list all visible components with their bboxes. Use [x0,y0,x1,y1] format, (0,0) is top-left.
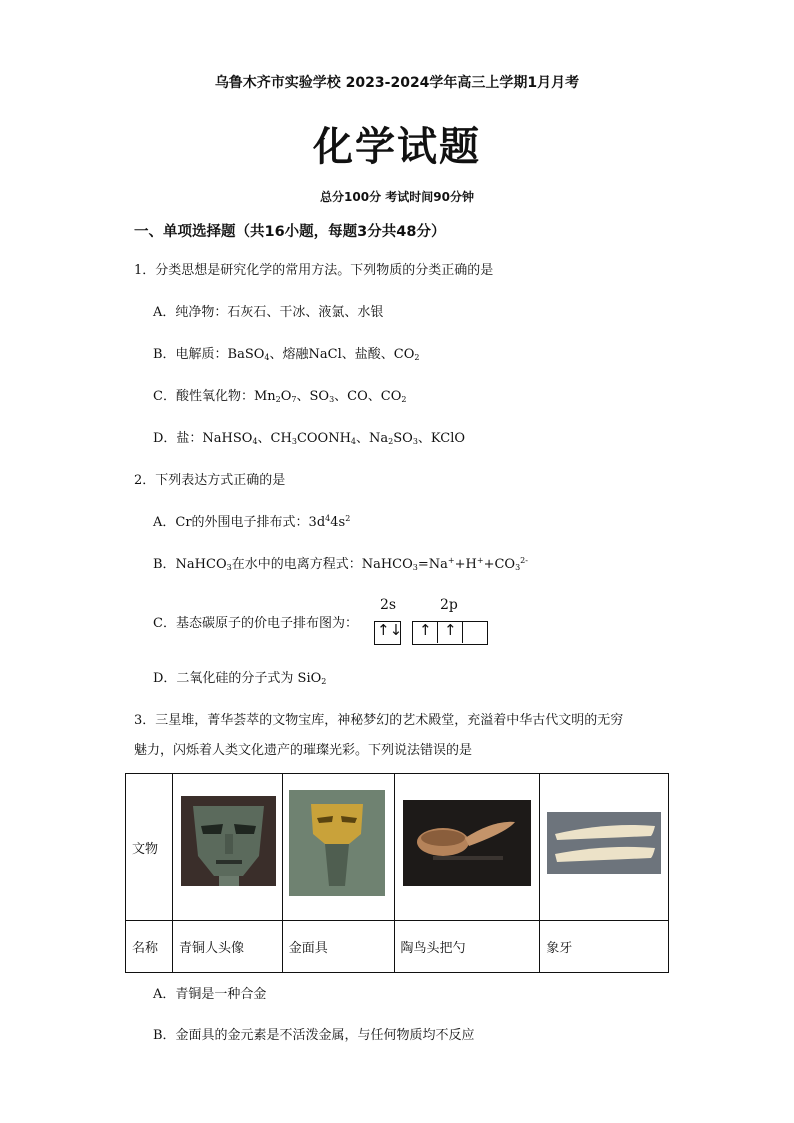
section-title: 一、单项选择题（共16小题，每题3分共48分） [134,224,446,240]
gold-mask-image [289,790,385,896]
question-3-stem-line-2: 魅力，闪烁着人类文化遗产的璀璨光彩。下列说法错误的是 [134,743,473,758]
question-1-option-a: A．纯净物：石灰石、干冰、液氯、水银 [153,305,384,320]
question-2-option-b: B．NaHCO$_3$在水中的电离方程式：$NaHCO_3=Na^++H^++CO_3^{2-}$ [153,556,528,572]
relic-name-cell: 金面具 [282,921,394,973]
relic-name-cell: 陶鸟头把勺 [394,921,540,973]
relic-name-cell: 象牙 [540,921,669,973]
row-label-name: 名称 [126,921,173,973]
up-arrow-icon: ↑ [419,621,432,639]
ivory-image [547,812,661,874]
orbital-2p-label: 2p [440,597,458,613]
bronze-head-image [181,796,276,886]
question-2-option-d: D．二氧化硅的分子式为 SiO$_2$ [153,671,327,686]
page-title: 化学试题 [313,124,481,170]
relic-name-cell: 青铜人头像 [172,921,282,973]
question-2-option-c: C．基态碳原子的价电子排布图为： [153,616,358,631]
relic-image-gold-mask [282,774,394,921]
relic-image-pottery-spoon [394,774,540,921]
relic-image-ivory [540,774,669,921]
relic-table [125,773,669,973]
question-3-option-b: B．金面具的金元素是不活泼金属，与任何物质均不反应 [153,1028,475,1043]
question-1-option-c: C．酸性氧化物：$Mn_2O_7$、$SO_3$、CO、$CO_2$ [153,389,407,404]
question-2-option-a: A．Cr的外围电子排布式：$3d^44s^2$ [153,514,351,530]
relic-image-bronze-head [172,774,282,921]
pottery-spoon-image [403,800,531,886]
orbital-2s-label: 2s [380,597,397,613]
paired-electron-arrows-icon: ↑↓ [377,621,403,639]
question-3-stem-line-1: 3．三星堆，菁华荟萃的文物宝库，神秘梦幻的艺术殿堂，充溢着中华古代文明的无穷 [134,713,624,728]
exam-info: 总分100分 考试时间90分钟 [320,190,474,204]
question-2-stem: 2．下列表达方式正确的是 [134,473,286,488]
row-label-relic: 文物 [126,774,173,921]
up-arrow-icon: ↑ [444,621,457,639]
question-1-stem: 1．分类思想是研究化学的常用方法。下列物质的分类正确的是 [134,263,494,278]
question-3-option-a: A．青铜是一种合金 [153,987,267,1002]
exam-header: 乌鲁木齐市实验学校 2023-2024学年高三上学期1月月考 [214,75,580,91]
question-1-option-b: B．电解质：BaSO$_4$、熔融NaCl、盐酸、$CO_2$ [153,347,420,362]
question-1-option-d: D．盐：NaHSO$_4$、$CH_3COONH_4$、$Na_2SO_3$、KClO [153,431,466,446]
